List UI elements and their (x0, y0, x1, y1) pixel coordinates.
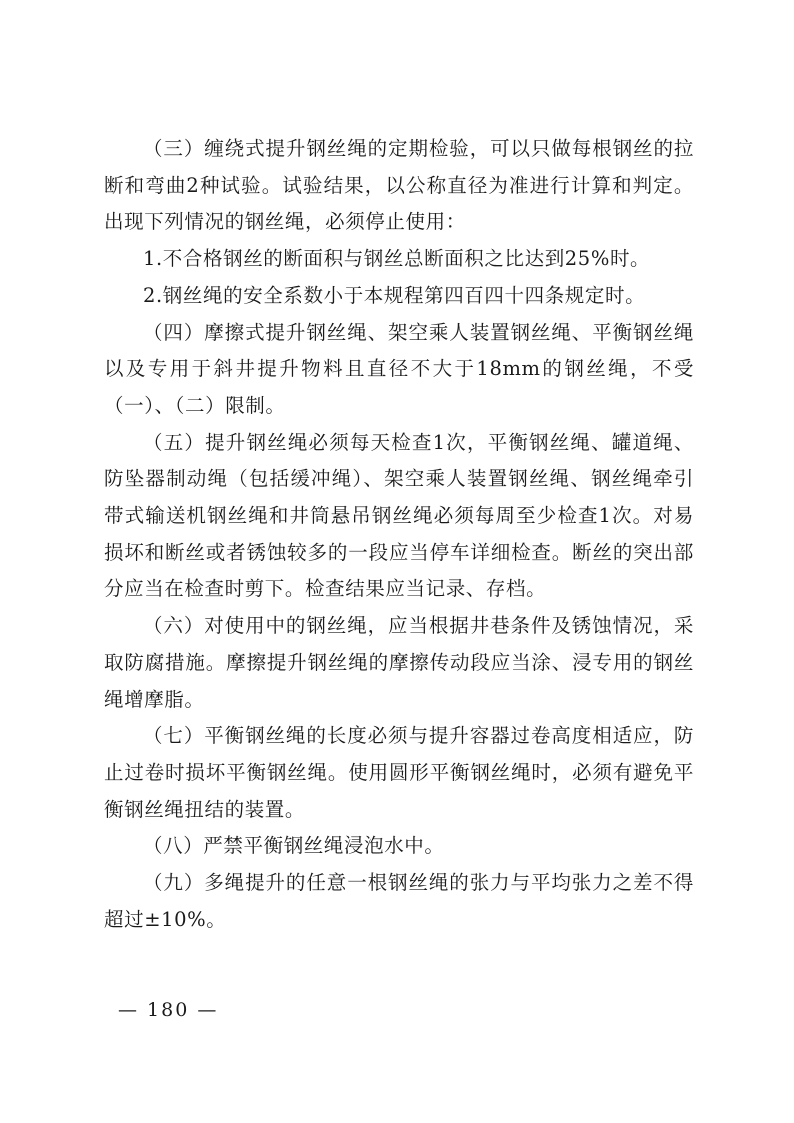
paragraph-6: （六）对使用中的钢丝绳，应当根据井巷条件及锈蚀情况，采取防腐措施。摩擦提升钢丝绳的摩擦传动段应当涂、浸专用的钢丝绳增摩脂。 (104, 614, 694, 711)
paragraph-3: 2.钢丝绳的安全系数小于本规程第四百四十四条规定时。 (143, 283, 646, 307)
paragraph-2: 1.不合格钢丝的断面积与钢丝总断面积之比达到25%时。 (143, 247, 651, 271)
paragraph-1: （三）缠绕式提升钢丝绳的定期检验，可以只做每根钢丝的拉断和弯曲2种试验。试验结果，以公称直径为准进行计算和判定。出现下列情况的钢丝绳，必须停止使用： (104, 137, 694, 234)
page-number: — 180 — (118, 999, 219, 1021)
paragraph-7: （七）平衡钢丝绳的长度必须与提升容器过卷高度相适应，防止过卷时损坏平衡钢丝绳。使用圆形平衡钢丝绳时，必须有避免平衡钢丝绳扭结的装置。 (104, 724, 694, 821)
body-text (104, 131, 694, 938)
paragraph-8: （八）严禁平衡钢丝绳浸泡水中。 (143, 834, 445, 858)
paragraph-5: （五）提升钢丝绳必须每天检查1次，平衡钢丝绳、罐道绳、防坠器制动绳（包括缓冲绳）、架空乘人装置钢丝绳、钢丝绳牵引带式输送机钢丝绳和井筒悬吊钢丝绳必须每周至少检查1次。对易损坏和断丝或者锈蚀较多的一段应当停车详细检查。断丝的突出部分应当在检查时剪下。检查结果应当记录、存档。 (104, 430, 694, 601)
paragraph-4: （四）摩擦式提升钢丝绳、架空乘人装置钢丝绳、平衡钢丝绳以及专用于斜井提升物料且直径不大于18mm的钢丝绳，不受（一）、（二）限制。 (104, 320, 694, 417)
paragraph-9: （九）多绳提升的任意一根钢丝绳的张力与平均张力之差不得超过±10%。 (104, 871, 694, 931)
